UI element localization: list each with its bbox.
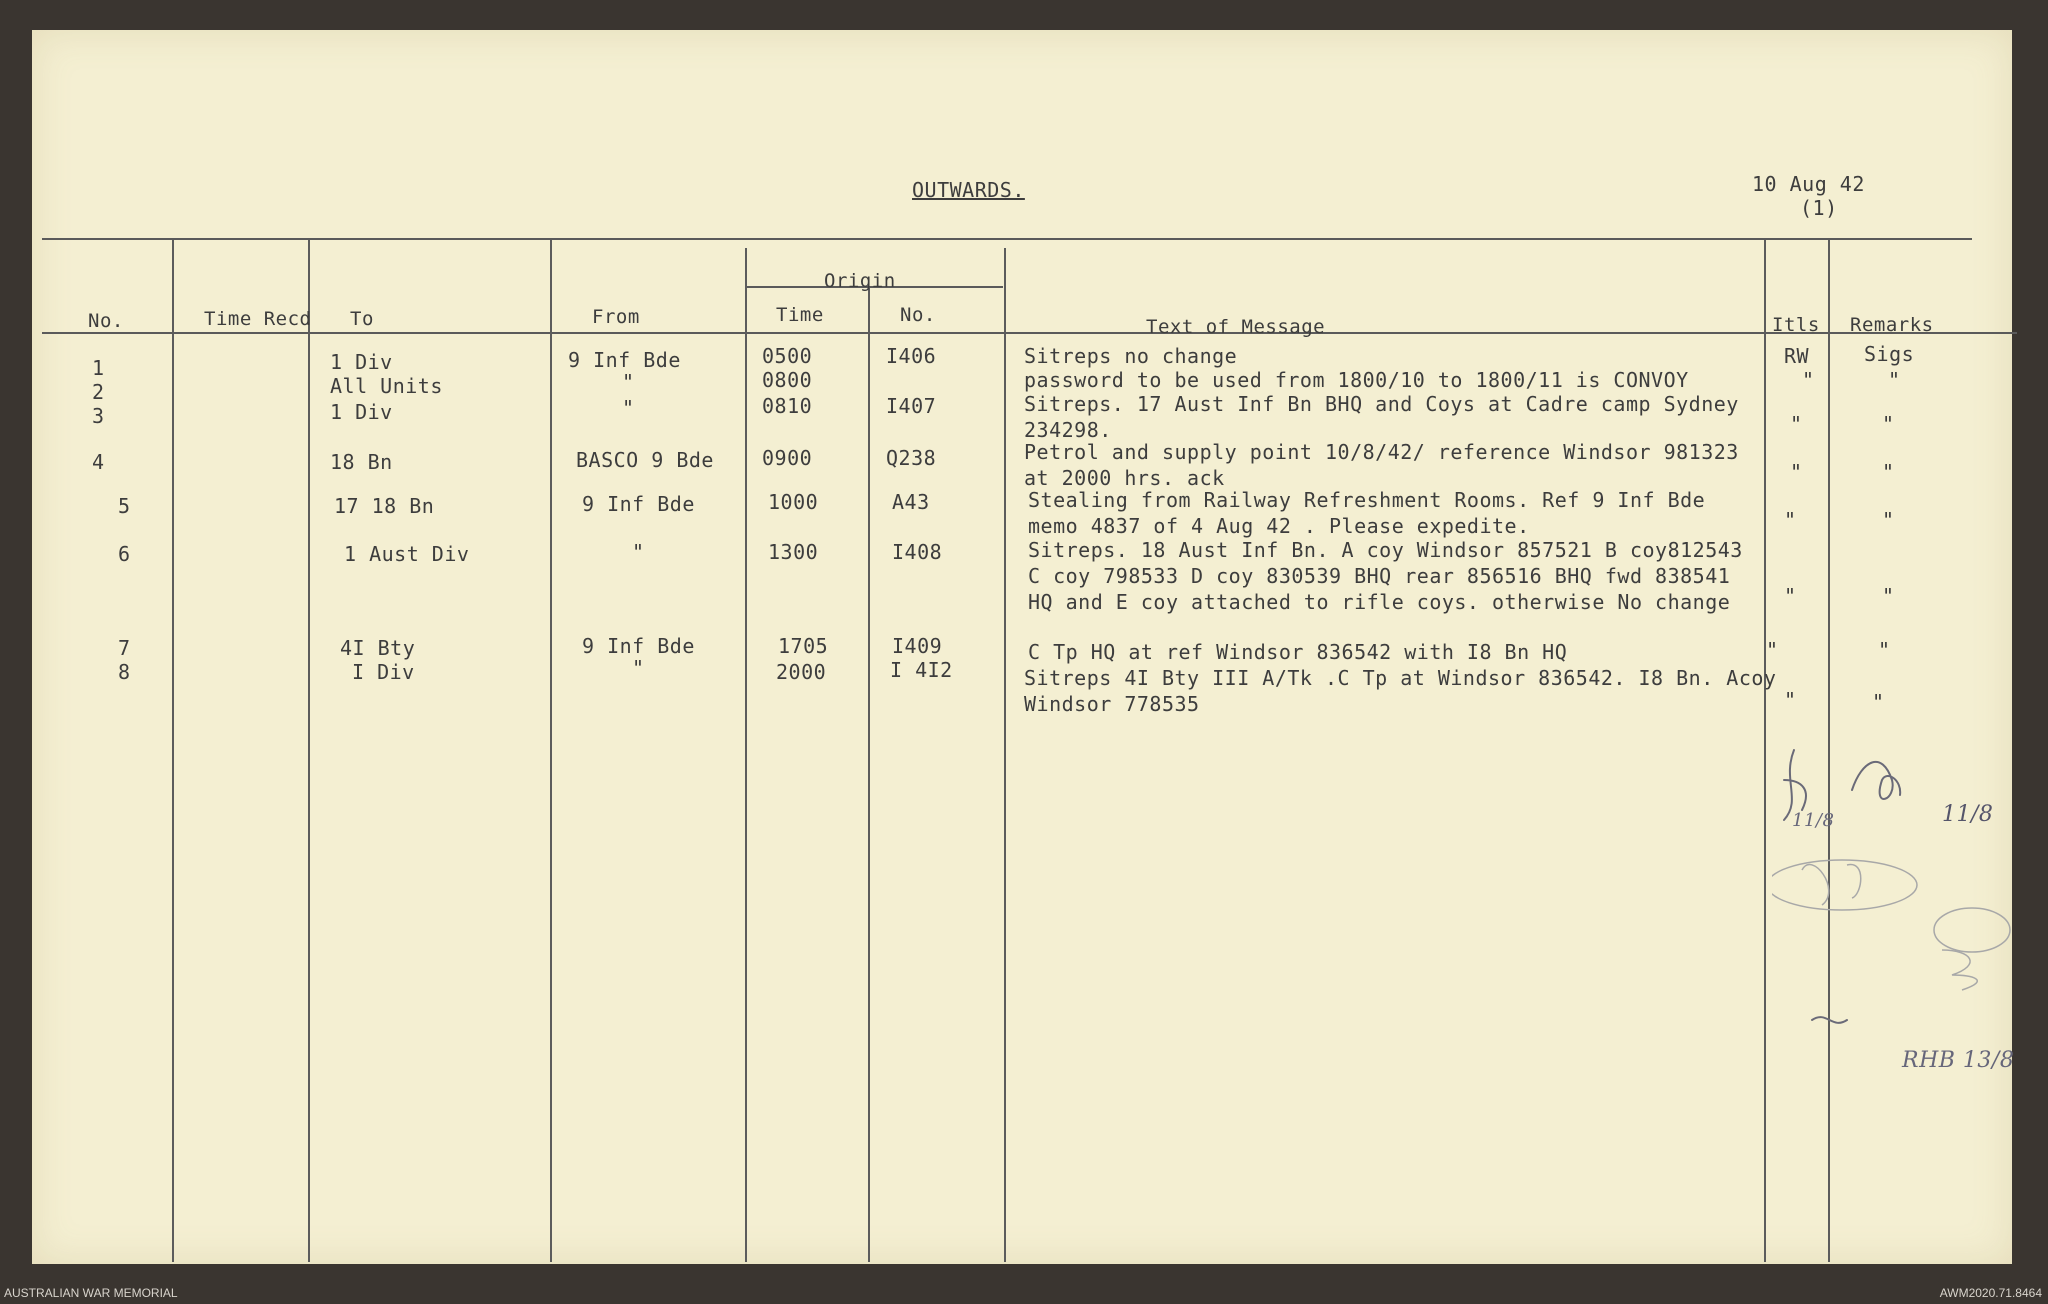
row-to: 18 Bn bbox=[330, 450, 393, 474]
row-itls: RW bbox=[1784, 344, 1810, 368]
header-remarks: Remarks bbox=[1850, 314, 1934, 336]
row-from: BASCO 9 Bde bbox=[576, 448, 714, 472]
row-number: 2 bbox=[92, 380, 105, 404]
header-no: No. bbox=[88, 310, 124, 332]
row-origin-time: 0500 bbox=[762, 344, 813, 368]
row-remarks: " bbox=[1882, 584, 1895, 608]
row-remarks: Sigs bbox=[1864, 342, 1915, 366]
row-origin-no: I408 bbox=[892, 540, 943, 564]
row-message-line: HQ and E coy attached to rifle coys. otherwise No change bbox=[1028, 590, 1731, 614]
row-origin-no: I 4I2 bbox=[890, 658, 953, 682]
row-from: " bbox=[632, 656, 645, 680]
row-message-line: Sitreps 4I Bty III A/Tk .C Tp at Windsor 836542. I8 Bn. Acoy bbox=[1024, 666, 1777, 690]
page-number: (1) bbox=[1800, 196, 1838, 220]
row-message-line: C Tp HQ at ref Windsor 836542 with I8 Bn HQ bbox=[1028, 640, 1568, 664]
row-number: 3 bbox=[92, 404, 105, 428]
row-remarks: " bbox=[1882, 460, 1895, 484]
column-divider bbox=[172, 240, 174, 1262]
row-remarks: " bbox=[1882, 412, 1895, 436]
header-origin-time: Time bbox=[776, 304, 824, 326]
document-title: OUTWARDS. bbox=[912, 178, 1025, 202]
row-number: 8 bbox=[118, 660, 131, 684]
row-origin-time: 0900 bbox=[762, 446, 813, 470]
row-message-line: Sitreps. 18 Aust Inf Bn. A coy Windsor 857521 B coy812543 bbox=[1028, 538, 1743, 562]
document-page bbox=[32, 30, 2015, 1264]
row-message-line: password to be used from 1800/10 to 1800/11 is CONVOY bbox=[1024, 368, 1689, 392]
row-itls: " bbox=[1784, 688, 1797, 712]
header-from: From bbox=[592, 306, 640, 328]
header-origin-no: No. bbox=[900, 304, 936, 326]
row-origin-no: A43 bbox=[892, 490, 930, 514]
row-remarks: " bbox=[1878, 638, 1891, 662]
row-message-line: Petrol and supply point 10/8/42/ reference Windsor 981323 bbox=[1024, 440, 1739, 464]
header-origin: Origin bbox=[824, 270, 896, 292]
column-divider bbox=[308, 240, 310, 1262]
row-itls: " bbox=[1784, 584, 1797, 608]
row-message-line: Windsor 778535 bbox=[1024, 692, 1200, 716]
row-to: 1 Div bbox=[330, 350, 393, 374]
row-number: 5 bbox=[118, 494, 131, 518]
row-origin-time: 1705 bbox=[778, 634, 829, 658]
header-bottom-rule bbox=[42, 332, 2017, 334]
footer-accession-number: AWM2020.71.8464 bbox=[1939, 1286, 2042, 1300]
row-message-line: Sitreps no change bbox=[1024, 344, 1238, 368]
table-top-rule bbox=[42, 238, 1972, 240]
column-divider bbox=[1004, 248, 1006, 1262]
column-divider bbox=[868, 288, 870, 1262]
row-origin-time: 2000 bbox=[776, 660, 827, 684]
row-origin-time: 0800 bbox=[762, 368, 813, 392]
row-from: 9 Inf Bde bbox=[582, 492, 695, 516]
row-number: 6 bbox=[118, 542, 131, 566]
column-divider bbox=[550, 240, 552, 1262]
header-itls: Itls bbox=[1772, 314, 1820, 336]
handwritten-date: 11/8 bbox=[1942, 802, 1994, 827]
row-from: " bbox=[622, 370, 635, 394]
row-number: 1 bbox=[92, 356, 105, 380]
row-remarks: " bbox=[1882, 508, 1895, 532]
row-to: 17 18 Bn bbox=[334, 494, 435, 518]
row-remarks: " bbox=[1872, 690, 1885, 714]
row-message-line: 234298. bbox=[1024, 418, 1112, 442]
row-origin-no: I407 bbox=[886, 394, 937, 418]
row-itls: " bbox=[1790, 460, 1803, 484]
row-origin-time: 1000 bbox=[768, 490, 819, 514]
row-origin-no: Q238 bbox=[886, 446, 937, 470]
row-origin-no: I406 bbox=[886, 344, 937, 368]
footer-institution: AUSTRALIAN WAR MEMORIAL bbox=[4, 1286, 178, 1300]
header-time-recd: Time Recd bbox=[204, 308, 312, 330]
handwritten-initials bbox=[1772, 720, 2015, 1090]
row-itls: " bbox=[1790, 412, 1803, 436]
row-itls: " bbox=[1784, 508, 1797, 532]
row-message-line: memo 4837 of 4 Aug 42 . Please expedite. bbox=[1028, 514, 1530, 538]
row-from: " bbox=[632, 540, 645, 564]
archive-footer bbox=[0, 1282, 2048, 1304]
row-to: 1 Div bbox=[330, 400, 393, 424]
row-from: 9 Inf Bde bbox=[582, 634, 695, 658]
row-to: 4I Bty bbox=[340, 636, 416, 660]
row-itls: " bbox=[1766, 638, 1779, 662]
row-message-line: Stealing from Railway Refreshment Rooms. Ref 9 Inf Bde bbox=[1028, 488, 1706, 512]
row-origin-time: 1300 bbox=[768, 540, 819, 564]
row-message-line: C coy 798533 D coy 830539 BHQ rear 856516 BHQ fwd 838541 bbox=[1028, 564, 1731, 588]
handwritten-date: 11/8 bbox=[1792, 810, 1835, 831]
column-divider bbox=[745, 248, 747, 1262]
document-date: 10 Aug 42 bbox=[1752, 172, 1865, 196]
row-from: " bbox=[622, 396, 635, 420]
row-from: 9 Inf Bde bbox=[568, 348, 681, 372]
row-message-line: Sitreps. 17 Aust Inf Bn BHQ and Coys at Cadre camp Sydney bbox=[1024, 392, 1739, 416]
row-to: All Units bbox=[330, 374, 443, 398]
header-text-of-message: Text of Message bbox=[1146, 316, 1326, 338]
row-to: I Div bbox=[352, 660, 415, 684]
row-to: 1 Aust Div bbox=[344, 542, 470, 566]
column-divider bbox=[1764, 240, 1766, 1262]
row-number: 4 bbox=[92, 450, 105, 474]
row-message-line: at 2000 hrs. ack bbox=[1024, 466, 1225, 490]
row-itls: " bbox=[1802, 368, 1815, 392]
header-to: To bbox=[350, 308, 374, 330]
row-origin-no: I409 bbox=[892, 634, 943, 658]
row-origin-time: 0810 bbox=[762, 394, 813, 418]
handwritten-date: RHB 13/8 bbox=[1902, 1048, 2015, 1073]
row-remarks: " bbox=[1888, 368, 1901, 392]
row-number: 7 bbox=[118, 636, 131, 660]
